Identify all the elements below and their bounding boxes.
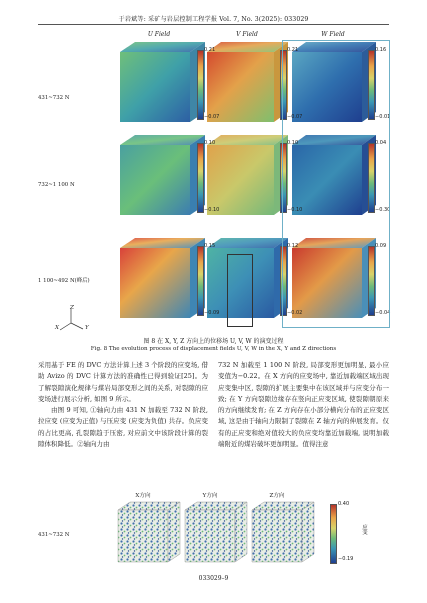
v-field-crack-highlight-box (227, 254, 253, 327)
colorbar-u-row2-min: −0.10 (204, 207, 220, 213)
cube-u-row3 (120, 238, 205, 318)
colorbar-u-row2-max: 0.10 (204, 140, 216, 146)
fig9-col-title-x: X方向 (135, 493, 151, 499)
colorbar-w-row3-max: 0.09 (375, 243, 387, 249)
colorbar-v-row3-min: −0.02 (287, 310, 303, 316)
body-left-column (38, 360, 208, 450)
colorbar-u-row3 (197, 246, 204, 316)
axis-label-x: X (55, 325, 59, 331)
cube-v-row1 (207, 42, 288, 122)
fig8-row-label-1: 431~732 N (38, 95, 70, 101)
colorbar-u-row1-max: 0.21 (204, 47, 216, 53)
fig9-col-title-y: Y方向 (202, 493, 218, 499)
axis-label-z: Z (70, 305, 74, 311)
fig8-col-title-v: V Field (236, 31, 258, 38)
colorbar-w-row3-min: −0.04 (375, 310, 391, 316)
strain-cube-z (252, 502, 314, 562)
strain-cube-x (118, 502, 180, 562)
body-left-para-1: 采用基于 FE 的 DVC 方法计算上述 3 个阶段的应变场, 借助 Avizo 的 DVC 计算方法的准确性已得到验证[25]。为了解裂隙演化规律与煤岩局部变形之间的关系, 对裂隙的应变场进行展示分析, 如图 9 所示。 (38, 361, 208, 403)
fig8-caption-cn: 图 8 在 X, Y, Z 方向上的位移场 U, V, W 的演变过程 (143, 338, 284, 345)
w-field-highlight-box (282, 40, 390, 328)
colorbar-w-row2-max: 0.04 (375, 140, 387, 146)
colorbar-u-row1-min: −0.07 (204, 114, 220, 120)
fig8-row-label-3: 1 100~492 N(峰后) (38, 278, 90, 284)
fig8-caption-en: Fig. 8 The evolution process of displacement fields U, V, W in the X, Y and Z directions (90, 346, 337, 352)
fig8-col-title-w: W Field (321, 31, 345, 38)
colorbar-v-row1-max: 0.21 (287, 47, 299, 53)
fig9-colorbar (330, 504, 337, 564)
colorbar-v-row2-max: 0.10 (287, 140, 299, 146)
colorbar-v-row2-min: −0.10 (287, 207, 303, 213)
cube-v-row2 (207, 135, 288, 215)
colorbar-u-row1 (197, 50, 204, 120)
fig9-col-title-z: Z方向 (269, 493, 285, 499)
fig8-row-label-2: 732~1 100 N (38, 182, 75, 188)
colorbar-u-row3-min: −0.09 (204, 310, 220, 316)
cube-u-row2 (120, 135, 205, 215)
colorbar-w-row2-min: −0.30 (375, 207, 391, 213)
strain-cube-y (185, 502, 247, 562)
axis-label-y: Y (85, 325, 89, 331)
colorbar-w-row1-min: −0.01 (375, 114, 391, 120)
fig9-row-label: 431~732 N (38, 532, 70, 538)
fig9-colorbar-max: 0.40 (338, 501, 350, 507)
colorbar-w-row1-max: 0.16 (375, 47, 387, 53)
body-right-column (218, 360, 389, 450)
running-header: 于岩斌等: 采矿与岩层控制工程学报 Vol. 7, No. 3(2025): 033029 (118, 16, 309, 23)
fig8-col-title-u: U Field (147, 31, 171, 38)
body-left-para-2: 由图 9 可知, ①轴向力由 431 N 加载至 732 N 阶段, 拉应变 (应变为正值) 与压应变 (应变为负值) 共存。负应变的占比更高, 孔裂隙趋于压密, 对应前文中该阶段计算的裂隙体积降低。②轴向力由 (38, 406, 208, 449)
colorbar-u-row3-max: 0.15 (204, 243, 216, 249)
colorbar-v-row3-max: 0.12 (287, 243, 299, 249)
colorbar-v-row1-min: −0.07 (287, 114, 303, 120)
fig9-colorbar-label: 应变 (361, 524, 367, 535)
fig9-colorbar-min: −0.19 (338, 556, 354, 562)
colorbar-u-row2 (197, 143, 204, 213)
cube-u-row1 (120, 42, 205, 122)
body-right-para-1: 732 N 加载至 1 100 N 阶段, 局部变形更加明显, 最小应变值为−0.22。在 X 方向的应变场中, 靠近加载端区域出现应变集中区, 裂隙的扩展主要集中在该区域并与应变分布一致; 在 Y 方向裂隙边缘存在竖向正应变区域, 使裂隙朝原来的方向继续发育; 在 Z 方向存在小部分横向分布的正应变区域, 这是由于轴向力限制了裂隙在 Z 轴方向的伸展发育。仅有的正应变和绝对值较大的负应变均靠近加载端, 说明加载端附近的煤岩破坏更加明显。值得注意 (218, 361, 389, 449)
page-number: 033029–9 (198, 575, 229, 582)
